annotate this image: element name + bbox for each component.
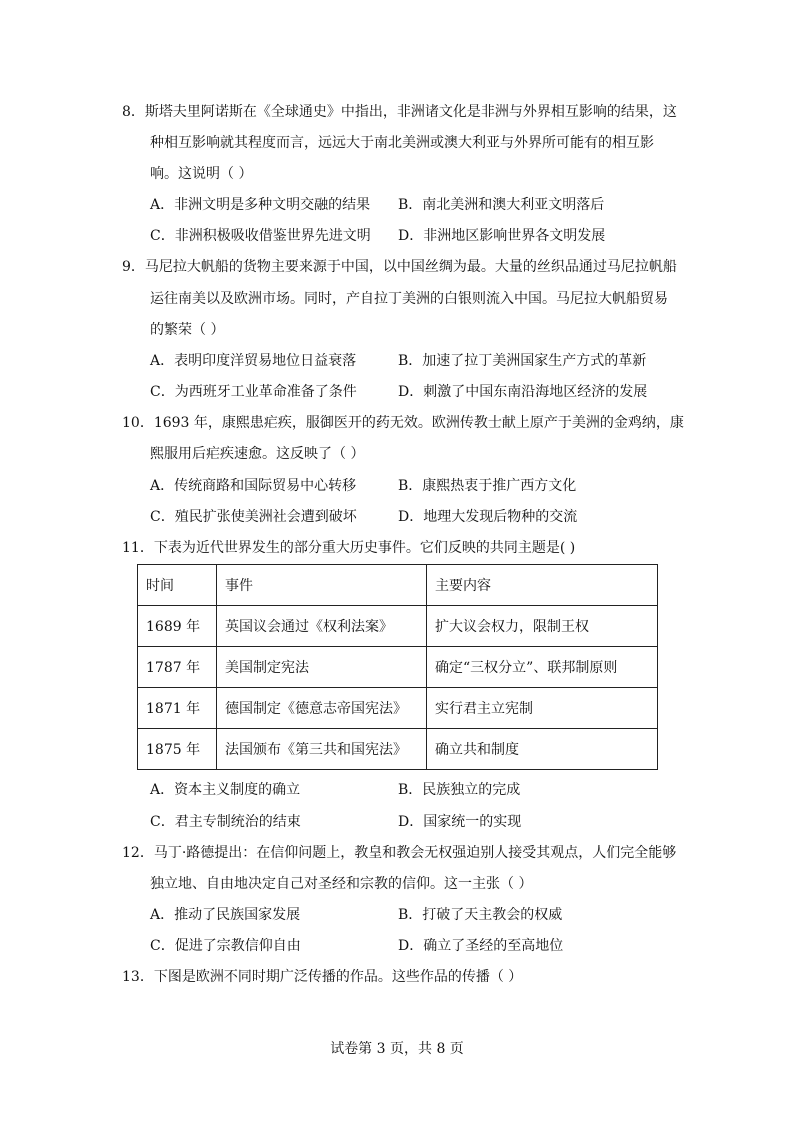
question-8-line-1: 8．斯塔夫里阿诺斯在《全球通史》中指出，非洲诸文化是非洲与外界相互影响的结果，这 [122, 104, 677, 120]
table-row [138, 606, 658, 647]
table-header-cell: 时间 [138, 565, 217, 606]
table-row [138, 647, 658, 688]
table-row [138, 688, 658, 729]
table-cell: 确定“三权分立”、联邦制原则 [427, 647, 658, 688]
question-12-option-d: D．确立了圣经的至高地位 [398, 938, 564, 954]
question-10-line-2: 熙服用后疟疾速愈。这反映了（ ） [150, 446, 365, 462]
question-9-line-1: 9．马尼拉大帆船的货物主要来源于中国，以中国丝绸为最。大量的丝织品通过马尼拉帆船 [122, 259, 677, 275]
question-8-option-d: D．非洲地区影响世界各文明发展 [398, 228, 606, 244]
question-9-line-2: 运往南美以及欧洲市场。同时，产自拉丁美洲的白银则流入中国。马尼拉大帆船贸易 [150, 291, 668, 307]
table-cell: 德国制定《德意志帝国宪法》 [217, 688, 427, 729]
question-10-line-1: 10．1693 年，康熙患疟疾，服御医开的药无效。欧洲传教士献上原产于美洲的金鸡纳，康 [122, 415, 684, 431]
table-header-cell: 主要内容 [427, 565, 658, 606]
question-10-option-d: D．地理大发现后物种的交流 [398, 509, 578, 525]
table-cell: 1689 年 [138, 606, 217, 647]
question-12-option-c: C．促进了宗教信仰自由 [150, 938, 301, 954]
question-9-line-3: 的繁荣（ ） [150, 322, 225, 338]
question-9-option-a: A．表明印度洋贸易地位日益衰落 [150, 353, 357, 369]
question-8-line-3: 响。这说明（ ） [150, 166, 253, 182]
question-11-option-b: B．民族独立的完成 [398, 782, 521, 798]
question-11-line-1: 11．下表为近代世界发生的部分重大历史事件。它们反映的共同主题是( ) [122, 540, 576, 556]
table-cell: 1871 年 [138, 688, 217, 729]
table-cell: 实行君主立宪制 [427, 688, 658, 729]
question-11-option-d: D．国家统一的实现 [398, 814, 522, 830]
table-cell: 1875 年 [138, 729, 217, 770]
table-header-row [138, 565, 658, 606]
question-12-line-1: 12．马丁·路德提出：在信仰问题上，教皇和教会无权强迫别人接受其观点，人们完全能够 [122, 845, 677, 861]
question-9-option-b: B．加速了拉丁美洲国家生产方式的革新 [398, 353, 647, 369]
question-8-option-b: B．南北美洲和澳大利亚文明落后 [398, 197, 605, 213]
question-8-option-c: C．非洲积极吸收借鉴世界先进文明 [150, 228, 371, 244]
table-cell: 1787 年 [138, 647, 217, 688]
question-10-option-c: C．殖民扩张使美洲社会遭到破坏 [150, 509, 357, 525]
table-cell: 美国制定宪法 [217, 647, 427, 688]
question-12-option-b: B．打破了天主教会的权威 [398, 907, 563, 923]
table-header-cell: 事件 [217, 565, 427, 606]
events-table [137, 564, 658, 770]
question-10-option-b: B．康熙热衷于推广西方文化 [398, 478, 577, 494]
table-row [138, 729, 658, 770]
page-footer: 试卷第 3 页，共 8 页 [330, 1041, 464, 1057]
question-13-line-1: 13．下图是欧洲不同时期广泛传播的作品。这些作品的传播（ ） [122, 969, 523, 985]
question-12-line-2: 独立地、自由地决定自己对圣经和宗教的信仰。这一主张（ ） [150, 876, 533, 892]
question-11-option-a: A．资本主义制度的确立 [150, 782, 301, 798]
table-cell: 扩大议会权力，限制王权 [427, 606, 658, 647]
table-cell: 确立共和制度 [427, 729, 658, 770]
question-10-option-a: A．传统商路和国际贸易中心转移 [150, 478, 357, 494]
question-12-option-a: A．推动了民族国家发展 [150, 907, 301, 923]
question-9-option-c: C．为西班牙工业革命准备了条件 [150, 384, 357, 400]
question-11-option-c: C．君主专制统治的结束 [150, 814, 301, 830]
table-cell: 法国颁布《第三共和国宪法》 [217, 729, 427, 770]
question-8-line-2: 种相互影响就其程度而言，远远大于南北美洲或澳大利亚与外界所可能有的相互影 [150, 135, 654, 151]
question-8-option-a: A．非洲文明是多种文明交融的结果 [150, 197, 371, 213]
question-9-option-d: D．刺激了中国东南沿海地区经济的发展 [398, 384, 648, 400]
table-cell: 英国议会通过《权利法案》 [217, 606, 427, 647]
